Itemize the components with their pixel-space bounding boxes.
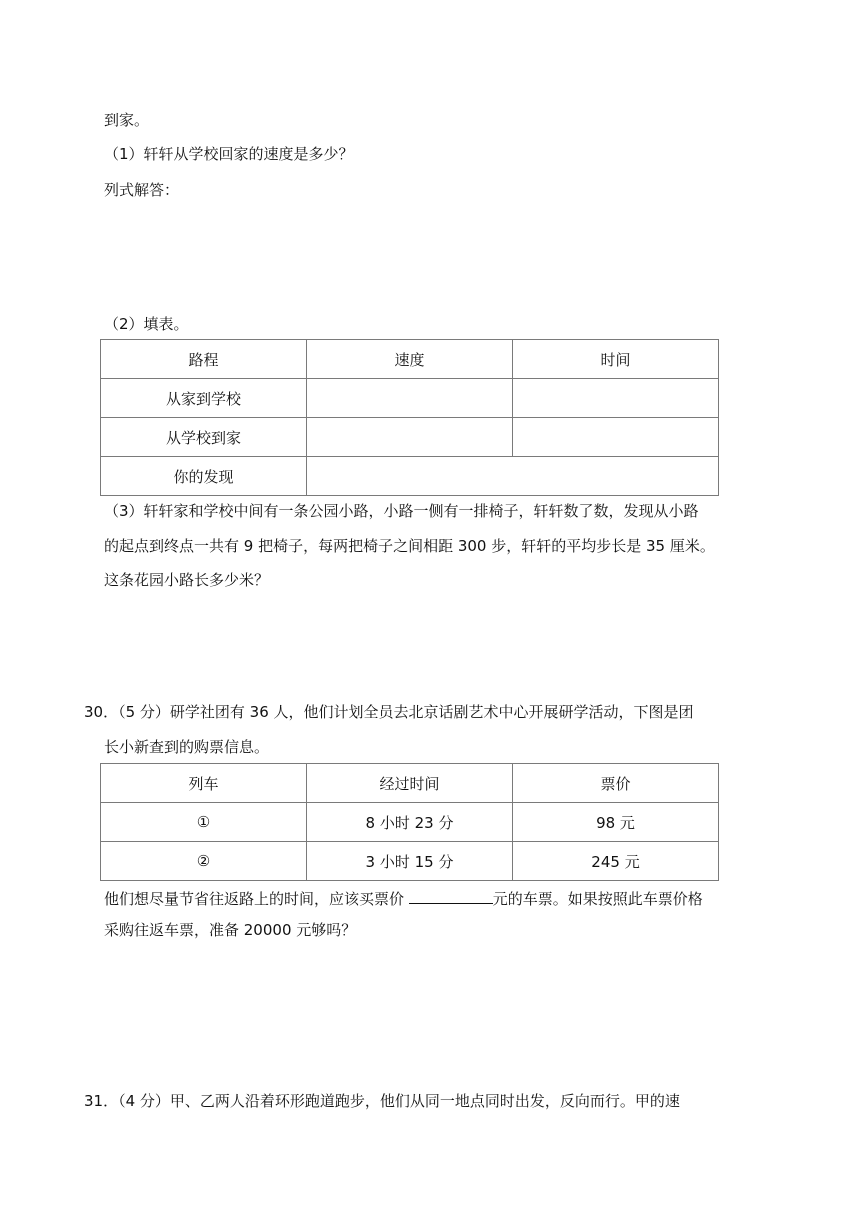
table-cell-blank[interactable] — [513, 418, 719, 457]
table-cell: 98 元 — [513, 803, 719, 842]
table-cell: 你的发现 — [101, 457, 307, 496]
q30-line2: 长小新查到的购票信息。 — [104, 738, 270, 756]
q29-continuation-text: 到家。 — [104, 111, 150, 129]
q30-after-line2: 采购往返车票，准备 20000 元够吗？ — [104, 921, 357, 939]
q29-part2-heading: （2）填表。 — [104, 315, 189, 333]
q30-text-before-blank: 他们想尽量节省往返路上的时间，应该买票价 — [104, 890, 409, 908]
q30-ticket-table — [100, 763, 719, 881]
table-cell-blank[interactable] — [307, 379, 513, 418]
table-header-row — [101, 764, 719, 803]
table-header-cell: 时间 — [513, 340, 719, 379]
table-header-row — [101, 340, 719, 379]
table-row — [101, 803, 719, 842]
q31-line1: 31．（4 分）甲、乙两人沿着环形跑道跑步，他们从同一地点同时出发，反向而行。甲的速 — [84, 1092, 680, 1110]
q29-part3-line1: （3）轩轩家和学校中间有一条公园小路，小路一侧有一排椅子，轩轩数了数，发现从小路 — [104, 502, 699, 520]
table-row — [101, 379, 719, 418]
table-cell: 8 小时 23 分 — [307, 803, 513, 842]
q29-fill-table — [100, 339, 719, 496]
table-cell: ② — [101, 842, 307, 881]
table-header-cell: 票价 — [513, 764, 719, 803]
table-cell: 从学校到家 — [101, 418, 307, 457]
table-row — [101, 457, 719, 496]
table-cell-blank[interactable] — [307, 418, 513, 457]
q30-line1: 30．（5 分）研学社团有 36 人，他们计划全员去北京话剧艺术中心开展研学活动，下图是团 — [84, 703, 694, 721]
table-cell: 从家到学校 — [101, 379, 307, 418]
q29-part3-line2: 的起点到终点一共有 9 把椅子，每两把椅子之间相距 300 步，轩轩的平均步长是 35 厘米。 — [104, 537, 715, 555]
table-header-cell: 路程 — [101, 340, 307, 379]
table-cell: 245 元 — [513, 842, 719, 881]
table-row — [101, 842, 719, 881]
answer-blank[interactable] — [409, 887, 493, 904]
q30-after-line1 — [104, 887, 703, 909]
table-cell-blank[interactable] — [513, 379, 719, 418]
table-header-cell: 列车 — [101, 764, 307, 803]
table-row — [101, 418, 719, 457]
table-cell: ① — [101, 803, 307, 842]
q29-part1-answer-label: 列式解答： — [104, 181, 180, 199]
table-cell-blank[interactable] — [307, 457, 719, 496]
table-header-cell: 经过时间 — [307, 764, 513, 803]
q29-part3-line3: 这条花园小路长多少米？ — [104, 571, 270, 589]
table-cell: 3 小时 15 分 — [307, 842, 513, 881]
q30-text-after-blank: 元的车票。如果按照此车票价格 — [492, 890, 703, 908]
table-header-cell: 速度 — [307, 340, 513, 379]
q29-part1-question: （1）轩轩从学校回家的速度是多少？ — [104, 145, 354, 163]
